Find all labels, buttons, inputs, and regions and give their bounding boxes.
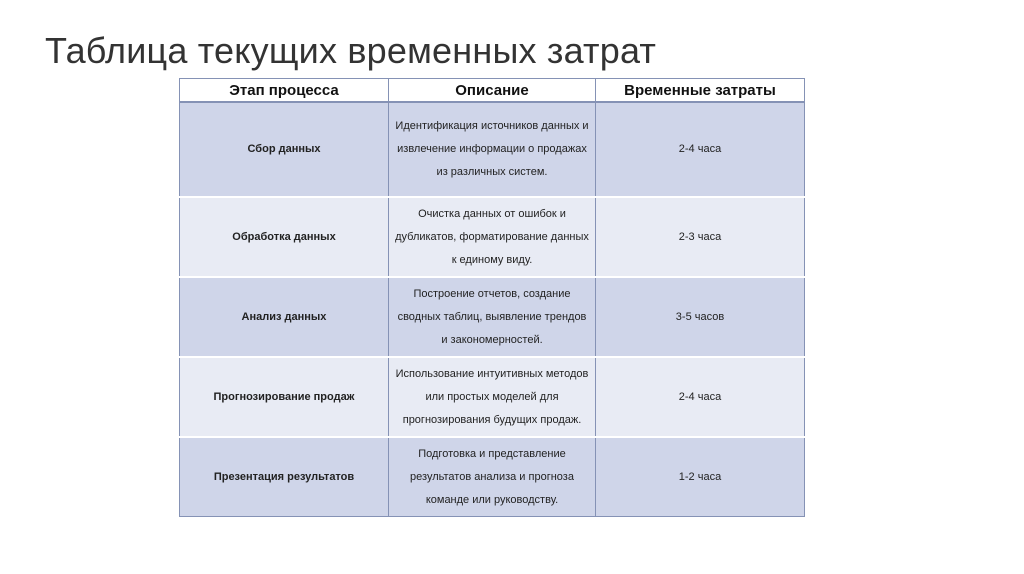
table-row: [180, 357, 805, 437]
header-time: Временные затраты: [596, 79, 805, 103]
stage-cell: Прогнозирование продаж: [180, 357, 389, 437]
header-stage: Этап процесса: [180, 79, 389, 103]
description-cell: Очистка данных от ошибок и дубликатов, форматирование данных к единому виду.: [389, 197, 596, 277]
stage-cell: Обработка данных: [180, 197, 389, 277]
description-cell: Построение отчетов, создание сводных таблиц, выявление трендов и закономерностей.: [389, 277, 596, 357]
stage-cell: Анализ данных: [180, 277, 389, 357]
header-description: Описание: [389, 79, 596, 103]
time-cell: 2-3 часа: [596, 197, 805, 277]
table-container: [179, 78, 804, 517]
description-cell: Идентификация источников данных и извлечение информации о продажах из различных систем.: [389, 102, 596, 197]
time-cell: 1-2 часа: [596, 437, 805, 517]
table-row: [180, 437, 805, 517]
time-cell: 3-5 часов: [596, 277, 805, 357]
time-cell: 2-4 часа: [596, 357, 805, 437]
table-row: [180, 102, 805, 197]
description-cell: Использование интуитивных методов или простых моделей для прогнозирования будущих продаж.: [389, 357, 596, 437]
time-costs-table: [179, 78, 805, 517]
table-row: [180, 277, 805, 357]
table-header-row: [180, 79, 805, 103]
table-row: [180, 197, 805, 277]
slide-title: Таблица текущих временных затрат: [45, 30, 657, 71]
description-cell: Подготовка и представление результатов анализа и прогноза команде или руководству.: [389, 437, 596, 517]
time-cell: 2-4 часа: [596, 102, 805, 197]
stage-cell: Сбор данных: [180, 102, 389, 197]
stage-cell: Презентация результатов: [180, 437, 389, 517]
